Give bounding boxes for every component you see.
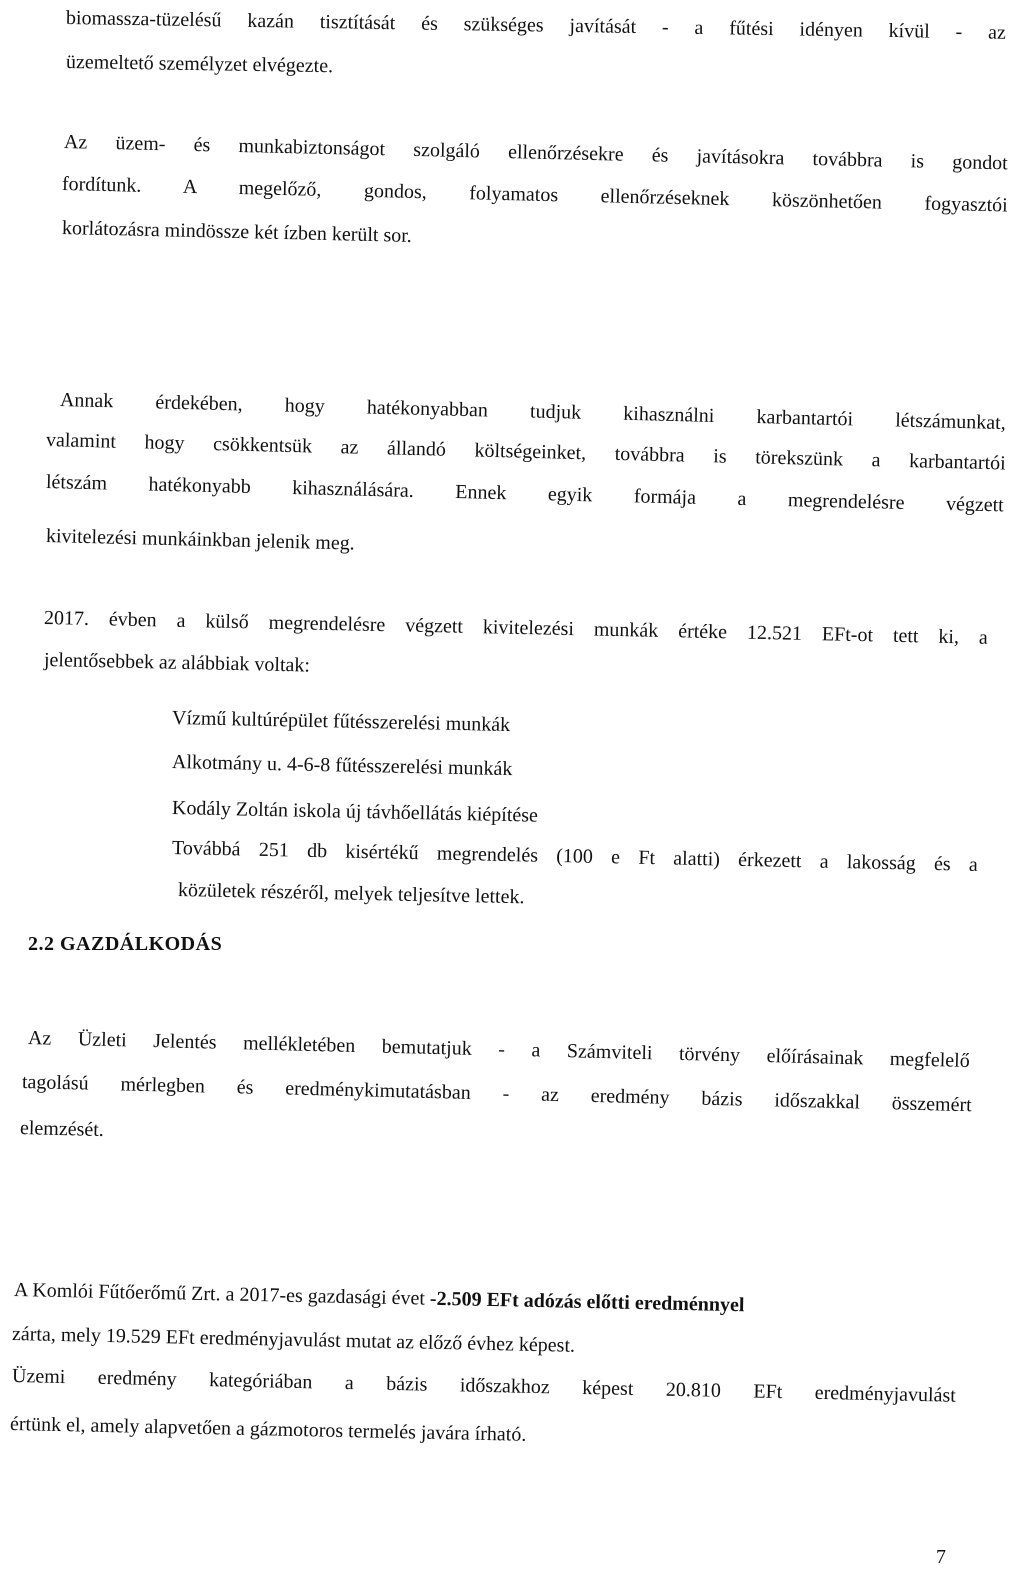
list-item-4: Továbbá 251 db kisértékű megrendelés (100 e Ft alatti) érkezett a lakosság és a <box>171 837 979 876</box>
paragraph-5-line-1: Az Üzleti Jelentés mellékletében bemutatjuk - a Számviteli törvény előírásainak megfelelő <box>27 1027 970 1073</box>
paragraph-2-line-3: korlátozásra mindössze két ízben került sor. <box>61 217 413 247</box>
paragraph-1-line-1: biomassza-tüzelésű kazán tisztítását és szükséges javítását - a fűtési idényen kívül - az <box>65 7 1007 44</box>
list-item-4-continuation: közületek részéről, melyek teljesítve lettek. <box>177 879 525 909</box>
paragraph-4-line-1: 2017. évben a külső megrendelésre végzett kivitelezési munkák értéke 12.521 EFt-ot tett ki, a <box>43 607 989 649</box>
paragraph-3-line-1: Annak érdekében, hogy hatékonyabban tudjuk kihasználni karbantartói létszámunkat, <box>59 389 1006 435</box>
paragraph-4-line-2: jelentősebbek az alábbiak voltak: <box>43 649 311 677</box>
page-number: 7 <box>936 1546 946 1568</box>
paragraph-6-line-3: Üzemi eredmény kategóriában a bázis időszakhoz képest 20.810 EFt eredményjavulást <box>11 1365 957 1407</box>
paragraph-2-line-1: Az üzem- és munkabiztonságot szolgáló ellenőrzésekre és javításokra továbbra is gondot <box>63 131 1009 175</box>
list-item-2: Alkotmány u. 4-6-8 fűtésszerelési munkák <box>171 751 513 781</box>
paragraph-6-line-1: A Komlói Fűtőerőmű Zrt. a 2017-es gazdasági évet -2.509 EFt adózás előtti eredménnyel <box>13 1279 745 1317</box>
section-heading: 2.2 GAZDÁLKODÁS <box>28 933 223 955</box>
paragraph-3-line-4: kivitelezési munkáinkban jelenik meg. <box>45 525 355 555</box>
list-item-3: Kodály Zoltán iskola új távhőellátás kiépítése <box>171 797 539 827</box>
paragraph-3-line-3: létszám hatékonyabb kihasználására. Ennek egyik formája a megrendelésre végzett <box>45 471 1004 517</box>
paragraph-6-line-4: értünk el, amely alapvetően a gázmotoros termelés javára írható. <box>9 1413 527 1446</box>
paragraph-5-line-3: elemzését. <box>19 1117 105 1142</box>
bold-result-text: -2.509 EFt adózás előtti eredménnyel <box>429 1287 745 1317</box>
paragraph-1-line-2: üzemeltető személyzet elvégezte. <box>65 51 334 78</box>
paragraph-5-line-2: tagolású mérlegben és eredménykimutatásban - az eredmény bázis időszakkal összemért <box>21 1071 972 1117</box>
paragraph-2-line-2: fordítunk. A megelőző, gondos, folyamatos ellenőrzéseknek köszönhetően fogyasztói <box>61 173 1009 217</box>
paragraph-3-line-2: valamint hogy csökkentsük az állandó költségeinket, továbbra is törekszünk a karbantartói <box>45 429 1006 475</box>
paragraph-6-line-2: zárta, mely 19.529 EFt eredményjavulást mutat az előző évhez képest. <box>11 1323 576 1357</box>
list-item-1: Vízmű kultúrépület fűtésszerelési munkák <box>171 707 511 737</box>
